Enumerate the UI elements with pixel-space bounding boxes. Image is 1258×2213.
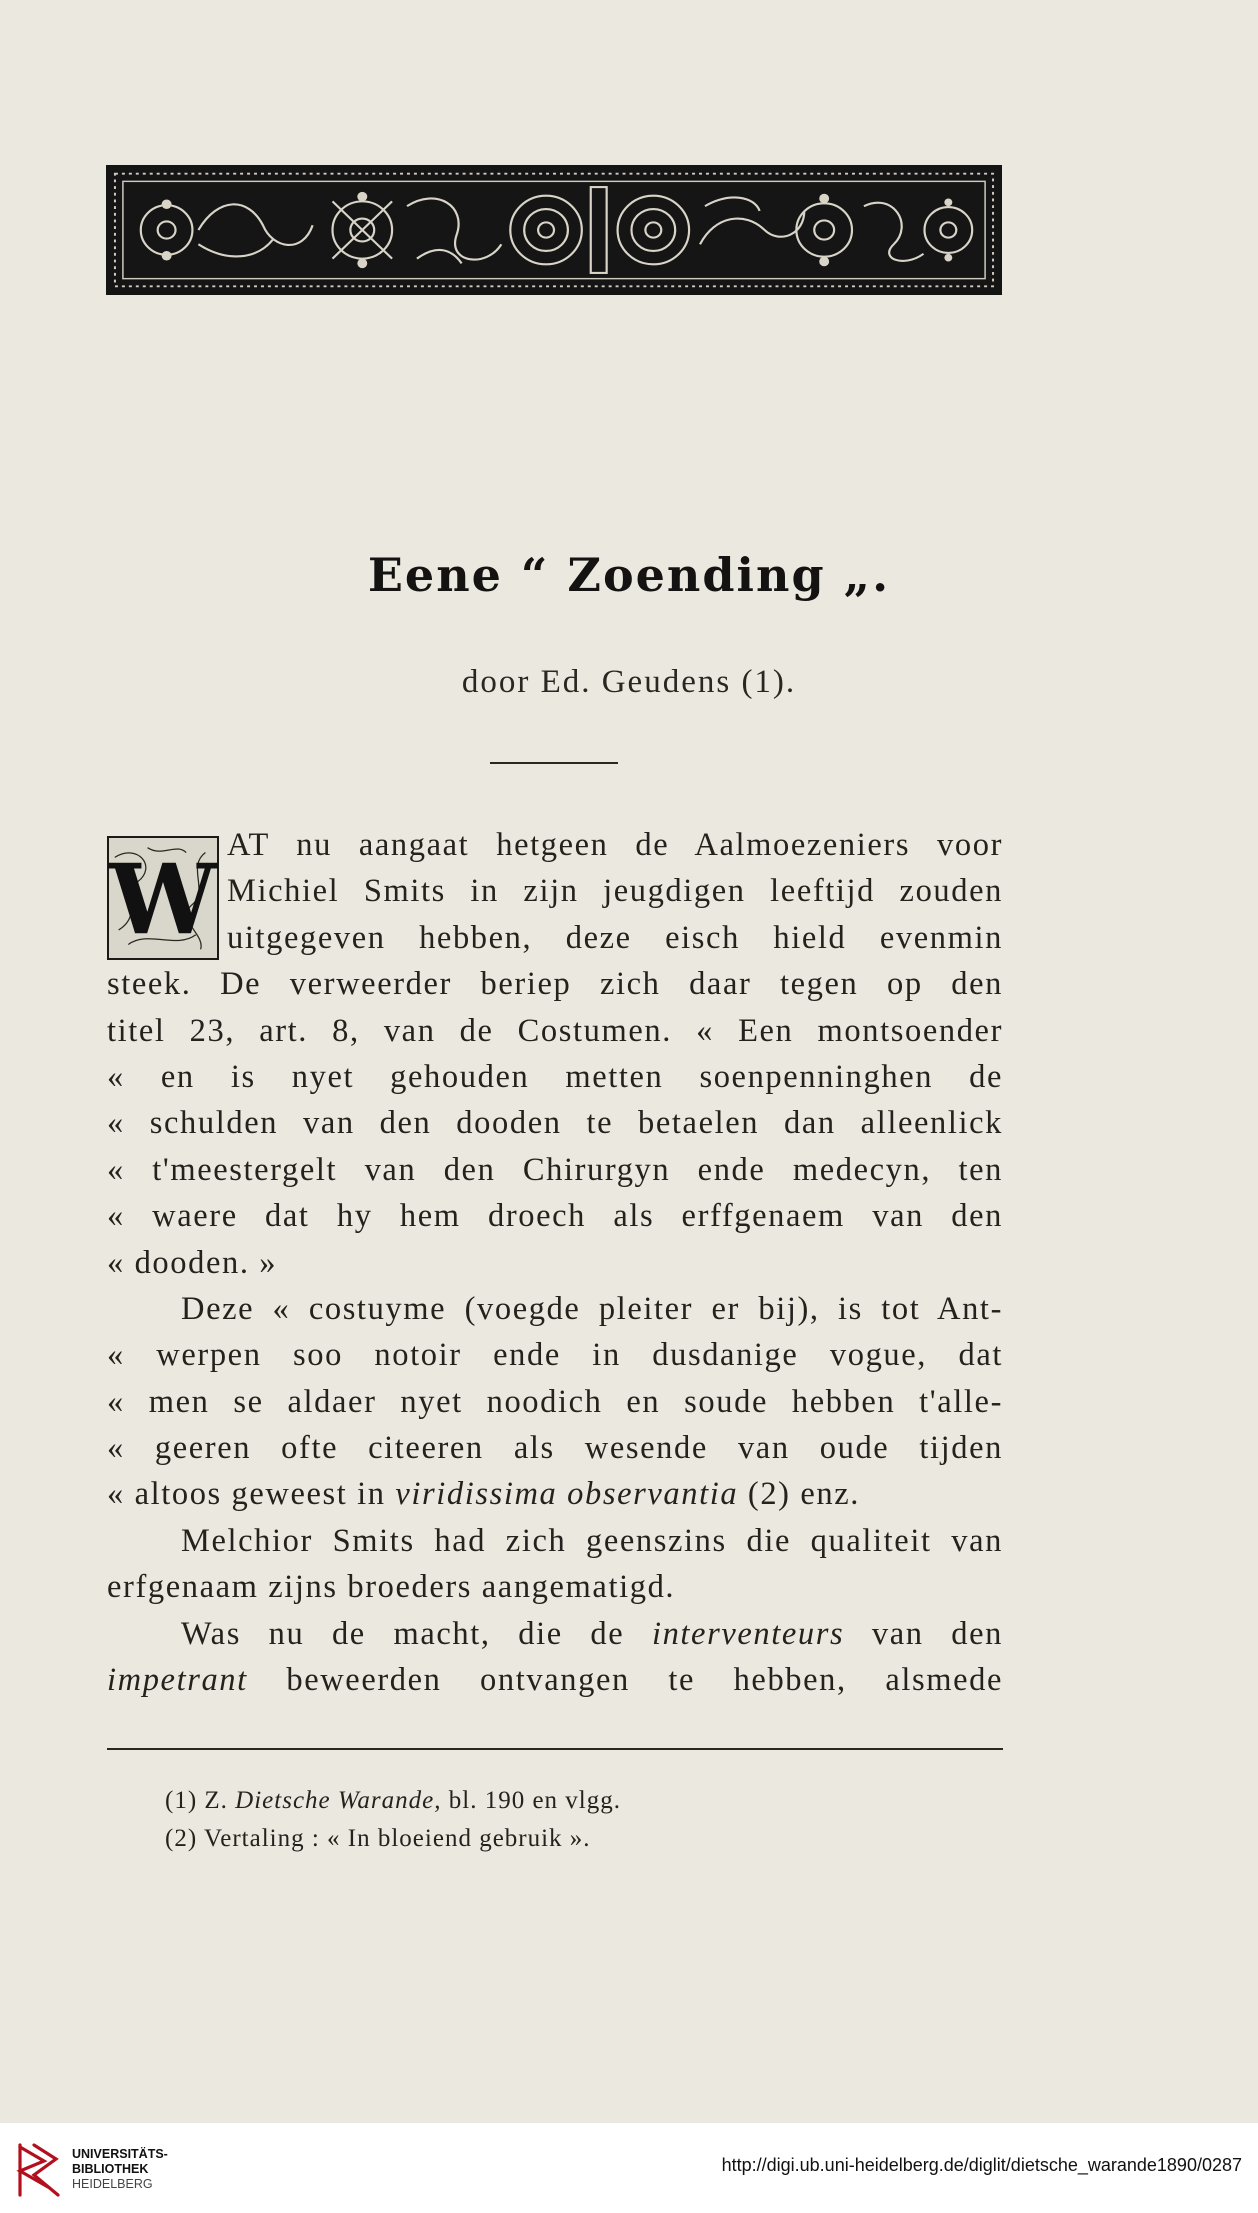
footnote-2: (2) Vertaling : « In bloeiend gebruik ». [165, 1825, 591, 1852]
text-line: Melchior Smits had zich geenszins die qualiteit van [181, 1522, 1003, 1559]
text-line: titel 23, art. 8, van de Costumen. « Een montsoender [107, 1012, 1003, 1049]
text-line: AT nu aangaat hetgeen de Aalmoezeniers voor [227, 827, 1003, 863]
text-line: Deze « costuyme (voegde pleiter er bij), is tot Ant- [181, 1290, 1003, 1327]
institution-line: BIBLIOTHEK [72, 2162, 149, 2176]
institution-line: HEIDELBERG [72, 2177, 153, 2191]
text-line: « dooden. » [107, 1244, 278, 1281]
footnote-divider [107, 1748, 1003, 1750]
text-run: (2) enz. [738, 1476, 860, 1513]
article-title: Eene “ Zoending „. [367, 548, 891, 602]
text-line: erfgenaam zijns broeders aangematigd. [107, 1569, 676, 1606]
dropcap-letter: W [109, 843, 217, 956]
text-line: « geeren ofte citeeren als wesende van oude tijden [107, 1430, 1003, 1467]
text-line [107, 1611, 1003, 1657]
italic-phrase: Dietsche Warande, [235, 1787, 442, 1814]
text-line: « men se aldaer nyet noodich en soude hebben t'alle- [107, 1383, 1003, 1420]
source-url-link[interactable]: http://digi.ub.uni-heidelberg.de/diglit/dietsche_warande1890/0287 [721, 2155, 1242, 2175]
decorated-initial [107, 836, 219, 960]
text-line: « waere dat hy hem droech als erffgenaem van den [107, 1198, 1003, 1235]
text-run: (1) Z. [165, 1787, 236, 1814]
italic-phrase: interventeurs [651, 1615, 845, 1652]
author-byline: door Ed. Geudens (1). [461, 664, 797, 700]
text-line [107, 1657, 1003, 1703]
institution-name [72, 2147, 168, 2192]
footnotes [165, 1782, 621, 1858]
text-line: uitgegeven hebben, deze eisch hield evenmin [227, 919, 1003, 956]
ornamental-header-band [106, 165, 1002, 295]
text-line: steek. De verweerder beriep zich daar tegen op den [107, 966, 1003, 1003]
italic-phrase: impetrant [107, 1662, 248, 1699]
text-run: bl. 190 en vlgg. [441, 1787, 621, 1814]
text-line: « schulden van den dooden te betaelen dan alleenlick [107, 1105, 1003, 1142]
footnote-1 [165, 1782, 621, 1820]
title-divider [490, 762, 618, 764]
text-line: « werpen soo notoir ende in dusdanige vogue, dat [107, 1337, 1003, 1374]
italic-phrase: viridissima observantia [395, 1476, 739, 1513]
text-run: « altoos geweest in [107, 1476, 396, 1513]
text-run: van den [844, 1615, 1004, 1652]
university-logo-icon [14, 2141, 62, 2199]
digitization-footer [0, 2123, 1258, 2213]
article-body [107, 822, 1003, 1703]
text-line: « t'meestergelt van den Chirurgyn ende medecyn, ten [107, 1151, 1003, 1188]
text-run: beweerden ontvangen te hebben, alsmede [247, 1662, 1003, 1699]
text-line: Michiel Smits in zijn jeugdigen leeftijd zouden [227, 873, 1003, 910]
text-line [107, 1471, 1003, 1517]
institution-line: UNIVERSITÄTS- [72, 2147, 168, 2161]
text-line: « en is nyet gehouden metten soenpenninghen de [107, 1058, 1003, 1095]
text-run: Was nu de macht, die de [181, 1615, 652, 1652]
